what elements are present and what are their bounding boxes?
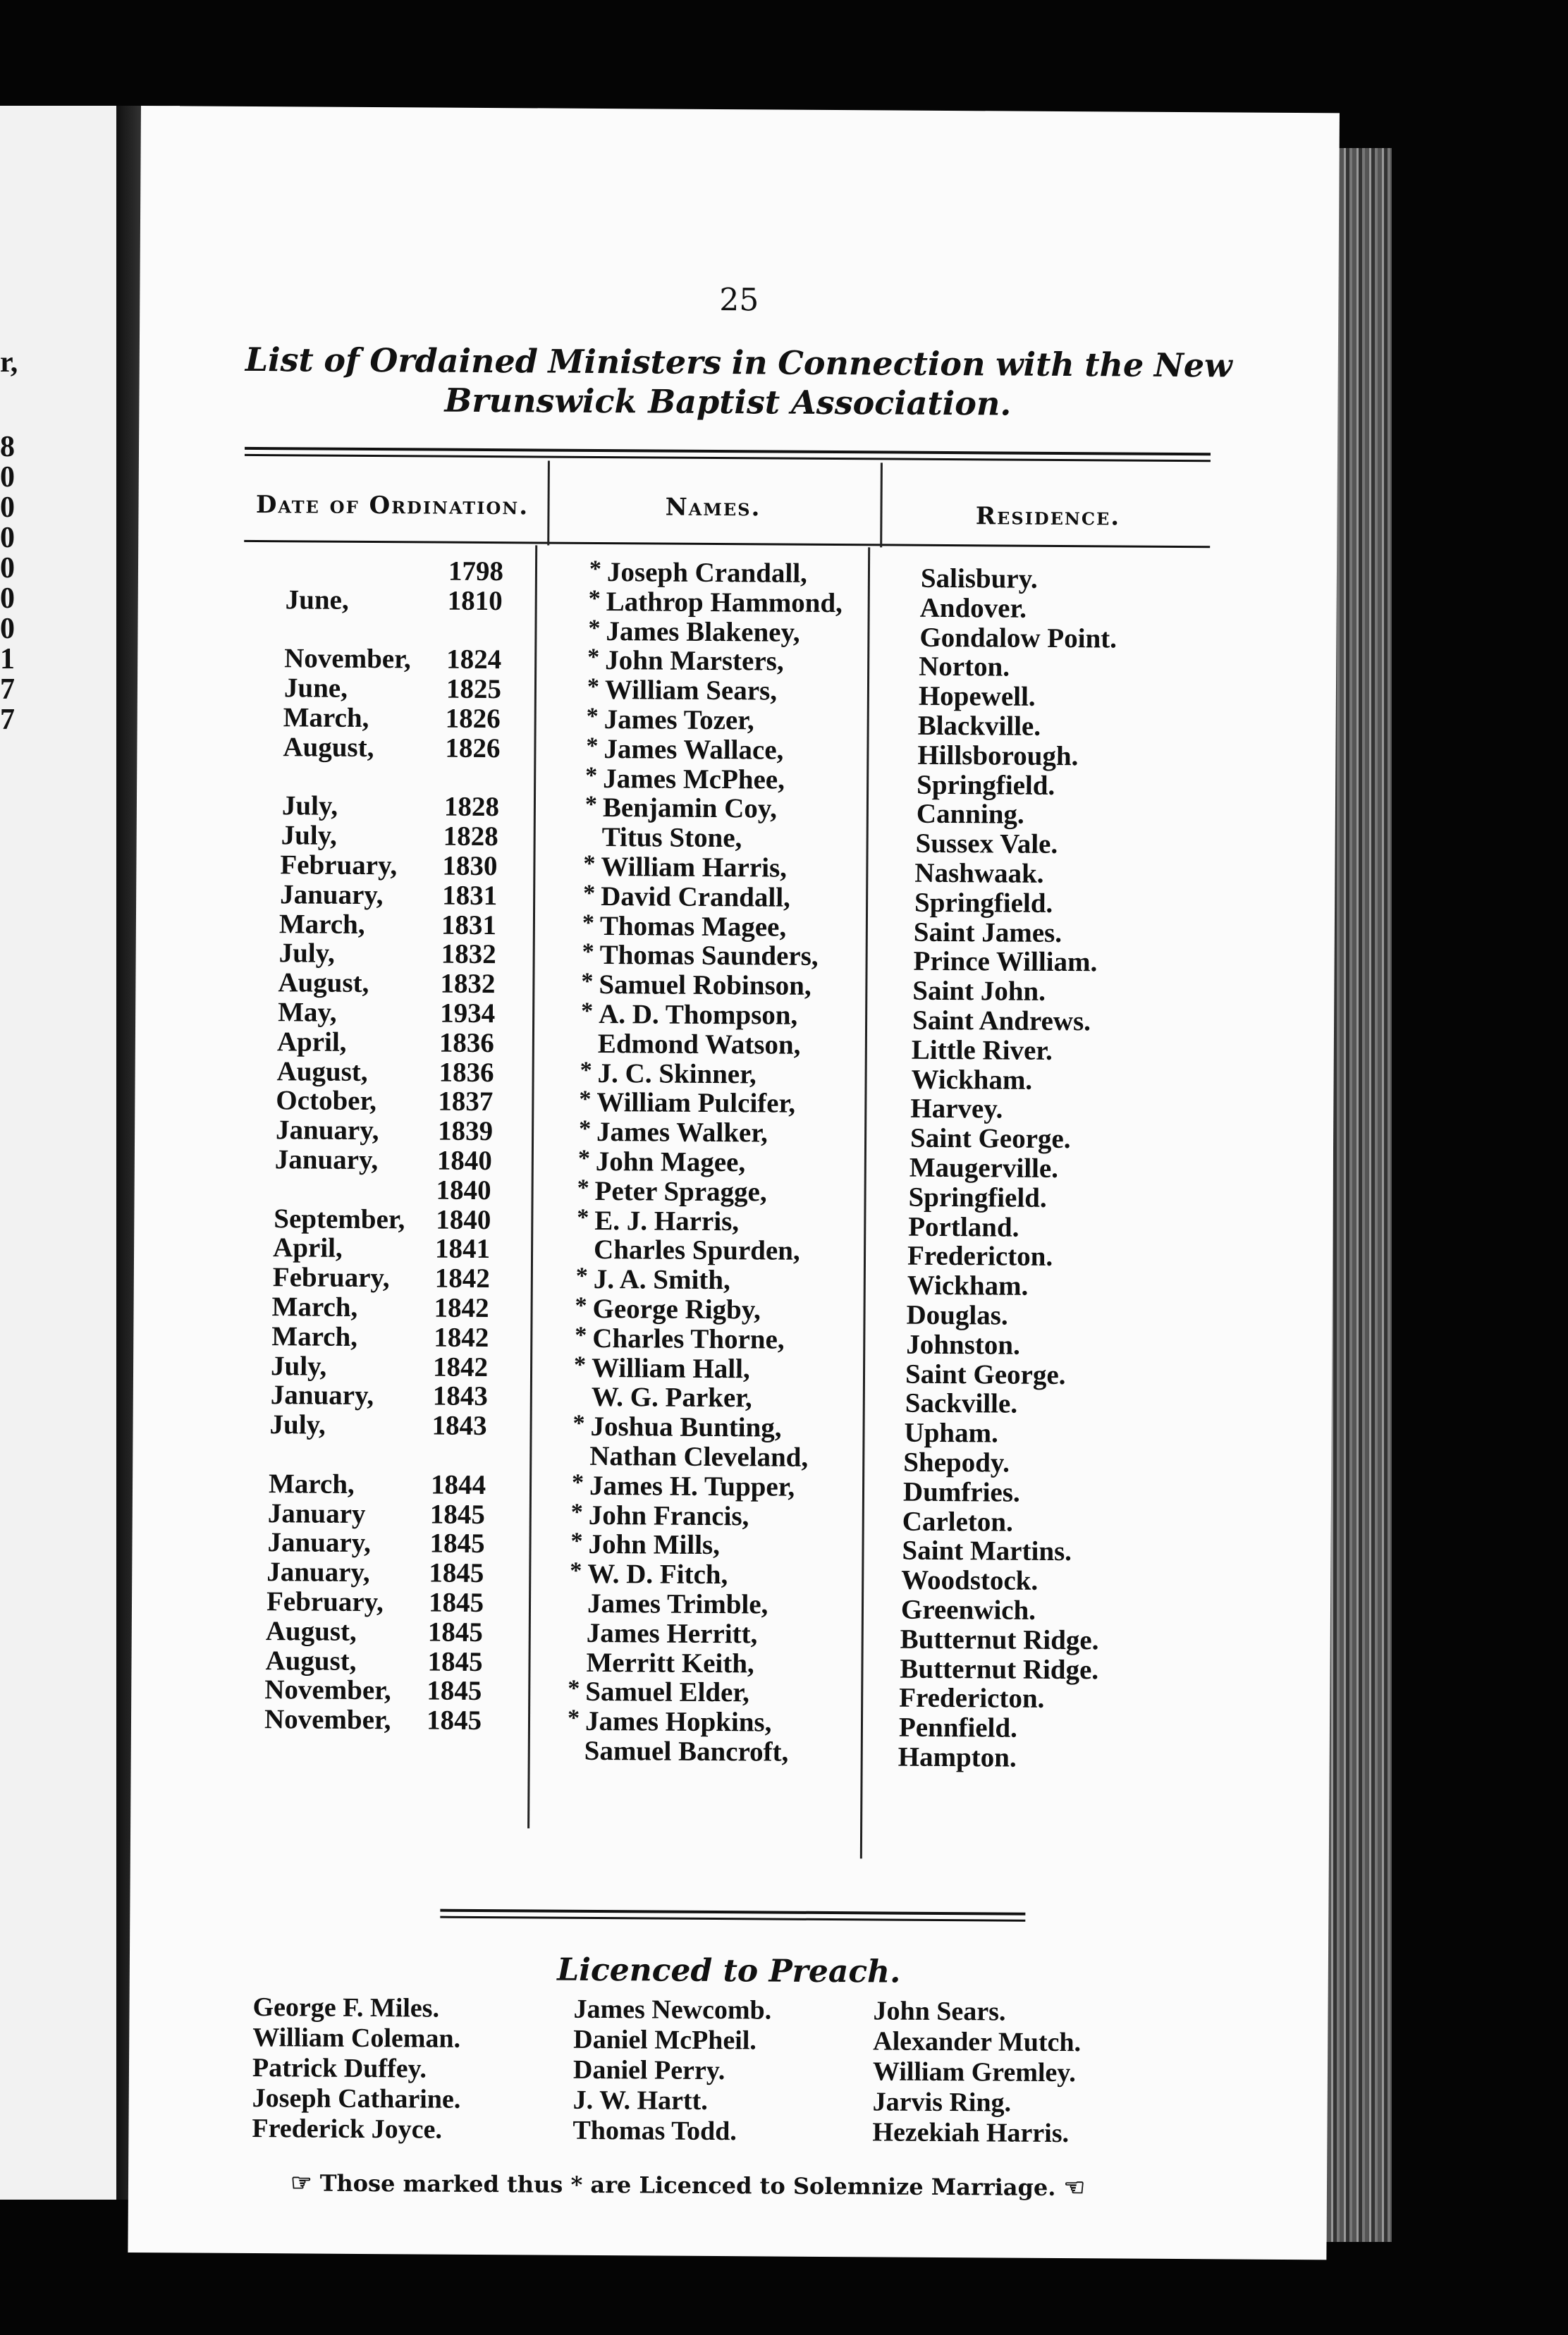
column-divider [547, 461, 550, 546]
ordination-year: 1831 [442, 880, 498, 911]
ordination-month: March, [268, 1468, 355, 1500]
title-word: New [1153, 345, 1232, 385]
ordination-year: 1840 [436, 1145, 492, 1177]
ordination-year: 1825 [446, 673, 502, 705]
pointing-hand-left-icon: ☜ [1063, 2174, 1086, 2202]
page-title [245, 339, 1232, 426]
residence: Saint James. [913, 917, 1062, 948]
residence: Saint John. [912, 975, 1046, 1007]
residence: Pennfield. [898, 1712, 1018, 1743]
title-line-1 [245, 339, 1232, 386]
marriage-licence-star: * [583, 880, 596, 907]
minister-name: Samuel Bancroft, [584, 1735, 789, 1767]
minister-name: John Mills, [588, 1529, 721, 1561]
left-page-fragment: 7 [0, 673, 15, 706]
ordination-month: March, [283, 702, 369, 733]
residence: Dumfries. [902, 1476, 1020, 1508]
residence: Portland. [908, 1211, 1019, 1243]
marriage-licence-star: * [582, 909, 595, 936]
minister-name: Merritt Keith, [586, 1647, 754, 1679]
minister-name: James Tozer, [604, 704, 754, 736]
marriage-licence-star: * [585, 762, 598, 789]
ordination-month: February, [266, 1586, 384, 1618]
minister-name: William Hall, [591, 1352, 750, 1384]
minister-name: W. D. Fitch, [587, 1559, 728, 1591]
ordination-month: July, [269, 1409, 326, 1440]
licenced-name: John Sears. [873, 1996, 1006, 2027]
left-page-fragment: 1 [0, 643, 15, 675]
ordination-month: February, [272, 1262, 390, 1294]
minister-name: John Magee, [595, 1146, 746, 1178]
residence: Harvey. [910, 1093, 1003, 1124]
residence: Norton. [919, 651, 1010, 682]
minister-name: James Trimble, [587, 1588, 768, 1620]
marriage-licence-star: * [572, 1410, 585, 1438]
ordination-year: 1832 [440, 968, 496, 1000]
residence: Salisbury. [920, 563, 1038, 594]
marriage-licence-star: * [568, 1676, 580, 1703]
ordination-year: 1845 [428, 1587, 484, 1619]
ordination-month: April, [276, 1026, 347, 1058]
minister-name: James Hopkins, [584, 1706, 772, 1738]
marriage-licence-star: * [579, 1086, 592, 1113]
ordination-month: July, [278, 938, 335, 969]
ordination-year: 1842 [432, 1352, 489, 1383]
residence: Hampton. [898, 1741, 1017, 1773]
residence: Springfield. [908, 1182, 1047, 1213]
minister-name: Thomas Magee, [599, 910, 787, 943]
marriage-licence-star: * [581, 969, 594, 995]
residence: Fredericton. [899, 1683, 1045, 1715]
licenced-name: Joseph Catharine. [252, 2083, 461, 2114]
residence: Greenwich. [900, 1594, 1036, 1626]
licenced-name: Hezekiah Harris. [872, 2117, 1070, 2149]
footnote [290, 2169, 1207, 2202]
minister-name: James Walker, [596, 1117, 768, 1148]
title-word: the [1084, 345, 1144, 384]
ordination-year: 1842 [434, 1322, 489, 1353]
marriage-licence-star: * [588, 585, 601, 612]
residence: Sackville. [905, 1388, 1018, 1420]
marriage-licence-star: * [586, 703, 599, 730]
licenced-title: Licenced to Preach. [557, 1951, 901, 1990]
licenced-name: J. W. Hartt. [572, 2085, 708, 2116]
left-page-fragment: 0 [0, 552, 15, 584]
ordination-year: 1831 [441, 909, 497, 940]
residence: Gondalow Point. [919, 622, 1117, 654]
marriage-licence-star: * [575, 1292, 587, 1319]
ordination-year: 1843 [431, 1410, 487, 1442]
residence: Springfield. [914, 887, 1053, 919]
minister-name: Thomas Saunders, [599, 940, 819, 972]
minister-name: W. G. Parker, [591, 1382, 752, 1414]
residence: Blackville. [917, 710, 1041, 742]
marriage-licence-star: * [570, 1528, 583, 1555]
residence: Saint George. [909, 1122, 1071, 1155]
minister-name: E. J. Harris, [594, 1205, 740, 1237]
ordination-year: 1845 [426, 1705, 482, 1736]
header-residence: Residence. [975, 502, 1121, 532]
marriage-licence-star: * [577, 1175, 589, 1201]
minister-name: James Blakeney, [606, 615, 800, 648]
marriage-licence-star: * [588, 615, 601, 642]
ordination-year: 1830 [442, 850, 498, 882]
minister-name: Nathan Cleveland, [589, 1440, 809, 1473]
ordination-year: 1828 [443, 821, 498, 852]
bottom-double-rule [440, 1916, 1025, 1922]
marriage-licence-star: * [577, 1145, 591, 1172]
minister-name: David Crandall, [601, 881, 791, 913]
left-page-fragment: 8 [0, 431, 15, 463]
ordination-month: November, [264, 1704, 391, 1736]
table-row [131, 1732, 1330, 1773]
licenced-name: Alexander Mutch. [873, 2026, 1082, 2058]
licenced-name: Frederick Joyce. [252, 2114, 443, 2145]
title-line-2: Brunswick Baptist Association. [444, 381, 1012, 423]
ordination-year: 1845 [427, 1617, 483, 1648]
minister-name: Charles Spurden, [593, 1234, 800, 1267]
marriage-licence-star: * [584, 792, 598, 819]
ordination-year: 1845 [429, 1499, 485, 1530]
residence: Maugerville. [909, 1152, 1059, 1184]
column-divider [880, 462, 883, 547]
header-rule [244, 540, 1210, 548]
ordination-month: August, [278, 967, 369, 999]
minister-name: J. A. Smith, [593, 1264, 730, 1296]
ordination-month: January [267, 1497, 366, 1529]
ordination-year: 1841 [434, 1233, 491, 1265]
left-page-fragment: 7 [0, 704, 15, 736]
minister-name: Edmond Watson, [597, 1028, 801, 1060]
minister-name: William Harris, [601, 852, 788, 883]
book-page [128, 106, 1340, 2260]
licenced-column-2 [572, 1994, 771, 2147]
marriage-licence-star: * [575, 1322, 587, 1349]
marriage-licence-star: * [582, 939, 594, 966]
residence: Springfield. [917, 769, 1055, 801]
minister-name: Peter Spragge, [594, 1175, 767, 1208]
residence: Fredericton. [907, 1241, 1053, 1273]
ordination-month: January, [270, 1380, 374, 1411]
ordination-year: 1836 [439, 1027, 495, 1058]
ordination-month: February, [280, 850, 398, 881]
residence: Woodstock. [901, 1564, 1039, 1596]
marriage-licence-star: * [587, 674, 600, 701]
pointing-hand-right-icon: ☞ [290, 2169, 312, 2198]
header-names: Names. [665, 493, 761, 522]
ordination-year: 1842 [434, 1292, 489, 1324]
residence: Saint Martins. [902, 1536, 1072, 1567]
minister-name: Charles Thorne, [592, 1323, 785, 1355]
marriage-licence-star: * [581, 998, 594, 1024]
ordination-month: January, [275, 1115, 379, 1146]
ordination-year: 1810 [447, 585, 503, 616]
minister-name: Samuel Robinson, [599, 969, 811, 1002]
ordination-year: 1832 [441, 939, 496, 970]
left-page-fragment: r, [0, 346, 18, 379]
residence: Saint George. [905, 1359, 1066, 1390]
ordination-month: August, [283, 732, 374, 763]
residence: Hopewell. [918, 680, 1036, 712]
residence: Little River. [911, 1034, 1053, 1066]
left-page-fragment: 0 [0, 522, 15, 554]
ordination-year: 1845 [429, 1557, 484, 1589]
ordination-year: 1842 [434, 1263, 490, 1294]
marriage-licence-star: * [570, 1499, 583, 1526]
ordination-year: 1837 [438, 1086, 494, 1117]
licenced-name: Daniel McPheil. [573, 2024, 757, 2056]
residence: Nashwaak. [914, 857, 1044, 889]
licenced-name: William Gremley. [872, 2057, 1076, 2088]
ordination-month: July, [270, 1350, 327, 1382]
marriage-licence-star: * [571, 1469, 584, 1496]
licenced-name: James Newcomb. [573, 1994, 772, 2025]
licenced-name: George F. Miles. [252, 1992, 440, 2023]
marriage-licence-star: * [577, 1204, 589, 1231]
left-page-fragment: 0 [0, 582, 15, 615]
ordination-month: August, [265, 1645, 357, 1677]
residence: Saint Andrews. [912, 1005, 1091, 1037]
licenced-name: Jarvis Ring. [872, 2087, 1012, 2118]
title-word: Connection [778, 343, 986, 384]
minister-name: John Marsters, [605, 645, 784, 677]
minister-name: Titus Stone, [601, 822, 742, 854]
marriage-licence-star: * [586, 733, 599, 759]
marriage-licence-star: * [589, 556, 602, 583]
minister-name: James McPhee, [603, 763, 785, 795]
licenced-name: William Coleman. [252, 2023, 461, 2054]
minister-name: James H. Tupper, [589, 1470, 795, 1502]
residence: Sussex Vale. [915, 828, 1058, 860]
residence: Shepody. [903, 1447, 1010, 1478]
minister-name: John Francis, [588, 1500, 749, 1531]
title-word: of [324, 341, 360, 379]
ordination-month: November, [264, 1674, 391, 1706]
title-word: in [731, 343, 768, 382]
ordination-month: July, [281, 790, 338, 822]
licenced-name: Daniel Perry. [572, 2054, 725, 2086]
ordination-month: September, [274, 1203, 405, 1234]
marriage-licence-star: * [567, 1705, 580, 1732]
ordination-month: July, [281, 820, 337, 851]
ordination-year: 1845 [427, 1675, 482, 1707]
residence: Butternut Ridge. [900, 1653, 1099, 1685]
ordination-year: 1828 [443, 792, 500, 823]
ordination-year: 1839 [437, 1115, 494, 1147]
ordination-year: 1824 [446, 644, 502, 675]
residence: Douglas. [906, 1299, 1008, 1331]
ordination-month: January, [274, 1144, 379, 1176]
ordination-month: April, [272, 1232, 343, 1264]
residence: Wickham. [911, 1064, 1033, 1096]
ordination-year: 1843 [432, 1380, 488, 1412]
minister-name: James Herritt, [586, 1617, 758, 1650]
left-page-fragment: 0 [0, 613, 15, 645]
ordination-month: November, [284, 643, 411, 675]
licenced-column-1 [252, 1992, 461, 2145]
ordination-year: 1836 [439, 1057, 494, 1088]
residence: Canning. [916, 799, 1024, 831]
ordination-year: 1840 [436, 1175, 491, 1206]
ordination-month: August, [265, 1615, 357, 1647]
minister-name: Benjamin Coy, [602, 792, 778, 824]
residence: Hillsborough. [917, 740, 1079, 771]
ordination-month: January, [267, 1557, 370, 1588]
residence: Wickham. [907, 1270, 1029, 1301]
minister-name: James Wallace, [604, 733, 784, 766]
title-word: List [245, 340, 314, 379]
marriage-licence-star: * [583, 850, 596, 877]
ordination-year: 1826 [445, 703, 501, 735]
residence: Andover. [919, 592, 1027, 624]
ordination-month: March, [278, 908, 365, 940]
ordination-month: January, [267, 1527, 371, 1559]
marriage-licence-star: * [580, 1057, 592, 1084]
bottom-double-rule [440, 1909, 1025, 1916]
left-page-fragment: 0 [0, 461, 15, 494]
licenced-name: Thomas Todd. [572, 2115, 737, 2147]
ordination-month: August, [276, 1055, 368, 1087]
minister-name: William Sears, [604, 675, 778, 706]
minister-name: Samuel Elder, [585, 1677, 749, 1708]
ordination-month: June, [283, 673, 348, 704]
residence: Butternut Ridge. [900, 1624, 1099, 1656]
ordination-month: March, [271, 1292, 358, 1323]
top-double-rule [245, 454, 1211, 462]
ordination-month: October, [276, 1085, 377, 1117]
marriage-licence-star: * [570, 1557, 582, 1585]
ordination-year: 1934 [440, 998, 496, 1029]
title-word: Ordained [369, 341, 539, 381]
residence: Upham. [904, 1417, 998, 1449]
header-date: Date of Ordination. [255, 491, 529, 521]
page-number: 25 [719, 282, 759, 319]
left-page-fragment: 0 [0, 491, 15, 524]
minister-name: Lathrop Hammond, [606, 586, 843, 618]
ordination-year: 1798 [448, 556, 504, 587]
ordination-month: May, [278, 997, 337, 1028]
minister-name: William Pulcifer, [596, 1087, 796, 1120]
footnote-text: Those marked thus * are Licenced to Solemnize Marriage. [319, 2169, 1056, 2201]
ordination-month: June, [285, 584, 349, 615]
marriage-licence-star: * [575, 1263, 588, 1290]
ordination-year: 1845 [429, 1528, 485, 1559]
minister-name: George Rigby, [592, 1293, 761, 1325]
residence: Prince William. [913, 946, 1098, 978]
ordination-year: 1844 [430, 1469, 486, 1500]
ordination-year: 1826 [445, 733, 501, 764]
residence: Carleton. [902, 1506, 1013, 1538]
minister-name: Joseph Crandall, [606, 557, 808, 589]
title-word: Ministers [548, 342, 722, 382]
licenced-name: Patrick Duffey. [252, 2053, 427, 2084]
residence: Johnston. [906, 1329, 1020, 1361]
marriage-licence-star: * [587, 644, 600, 671]
title-word: with [995, 345, 1074, 384]
marriage-licence-star: * [573, 1352, 587, 1378]
licenced-column-3 [872, 1996, 1081, 2149]
ordination-month: March, [271, 1320, 358, 1352]
ordination-month: January, [280, 879, 384, 910]
minister-name: A. D. Thompson, [599, 998, 798, 1031]
ordination-year: 1840 [436, 1204, 491, 1235]
marriage-licence-star: * [579, 1116, 592, 1143]
minister-name: J. C. Skinner, [597, 1058, 757, 1089]
minister-name: Joshua Bunting, [590, 1411, 782, 1443]
ordination-year: 1845 [427, 1646, 483, 1677]
